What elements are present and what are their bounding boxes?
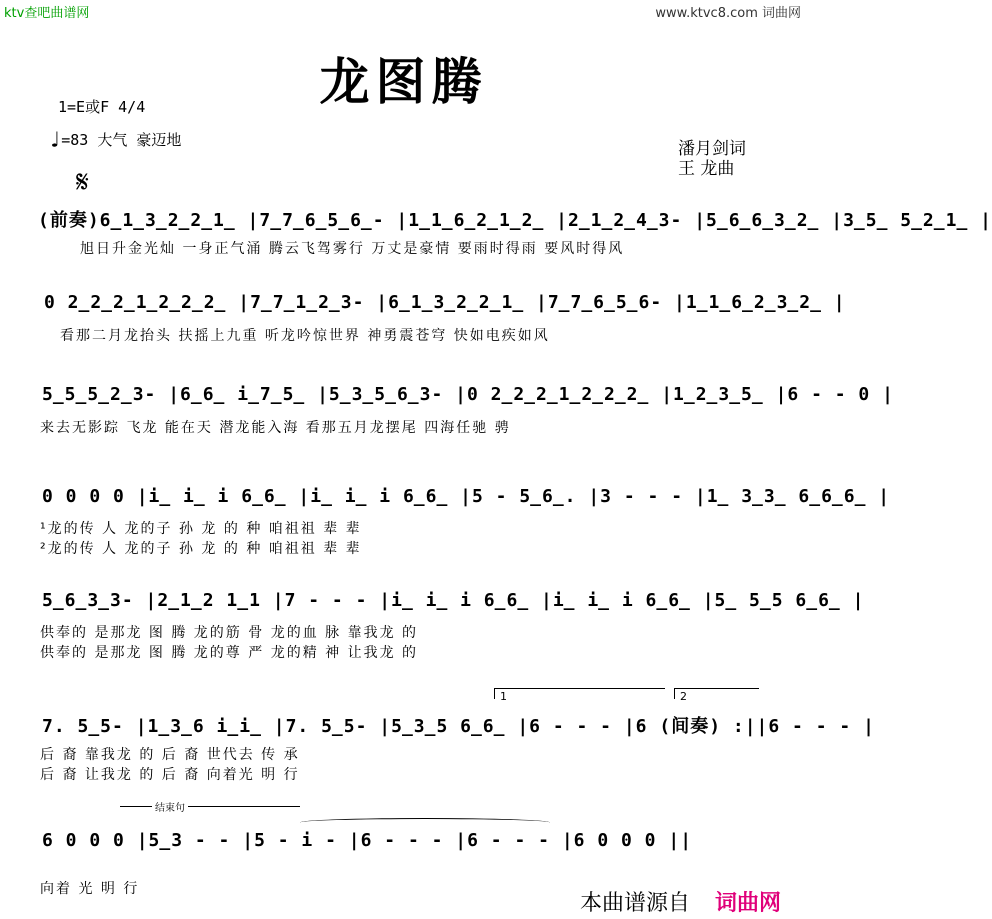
lyric-line-7: 向着 光 明 行: [40, 881, 140, 897]
ending-label: 结束句: [152, 799, 188, 814]
slur-mark: [300, 818, 550, 827]
composer-credit: 王 龙曲: [678, 159, 735, 179]
staff-line-7: 6 0 0 0 |5̲3 - - |5 - i - |6 - - - |6 - - - |6 0 0 0 ||: [42, 830, 693, 851]
tempo-expression: 大气 豪迈地: [97, 131, 182, 149]
key-meter: 1=E或F 4/4: [58, 98, 146, 116]
source-prefix: 本曲谱源自: [580, 891, 691, 916]
ending-bracket: [120, 806, 300, 807]
lyric-line-4b: ²龙的传 人 龙的子 孙 龙 的 种 咱祖祖 辈 辈: [40, 541, 362, 557]
lyric-line-3: 来去无影踪 飞龙 能在天 潜龙能入海 看那五月龙摆尾 四海任驰 骋: [40, 420, 511, 436]
lyric-line-6b: 后 裔 让我龙 的 后 裔 向着光 明 行: [40, 767, 300, 783]
staff-line-1: (前奏)6̲1̲3̲2̲2̲1̲ |7̲7̲6̲5̲6̲- |1̲1̲6̲2̲1̲2̲ |2̲1̲2̲4̲3- |5̲6̲6̲3̲2̲ |3̲5̲ 5̲2̲1̲ |: [38, 210, 992, 231]
volta-number-1: 1: [500, 690, 507, 703]
tempo-value: =83: [61, 131, 89, 149]
source-site-link[interactable]: 词曲网: [715, 891, 782, 916]
staff-line-5: 5̲6̲3̲3- |2̲1̲2 1̲1 |7 - - - |i̲ i̲ i 6̲6̲ |i̲ i̲ i 6̲6̲ |5̲ 5̲5 6̲6̲ |: [42, 590, 865, 611]
watermark-left: ktv查吧曲谱网: [4, 6, 90, 21]
lyric-line-1: 旭日升金光灿 一身正气涌 腾云飞驾雾行 万丈是豪情 要雨时得雨 要风时得风: [80, 241, 625, 257]
staff-line-4: 0 0 0 0 |i̲ i̲ i 6̲6̲ |i̲ i̲ i 6̲6̲ |5 - 5̲6̲. |3 - - - |1̲ 3̲3̲ 6̲6̲6̲ |: [42, 486, 891, 507]
staff-line-3: 5̲5̲5̲2̲3- |6̲6̲ i̲7̲5̲ |5̲3̲5̲6̲3- |0 2̲2̲2̲1̲2̲2̲2̲ |1̲2̲3̲5̲ |6 - - 0 |: [42, 384, 894, 405]
lyric-line-2: 看那二月龙抬头 扶摇上九重 听龙吟惊世界 神勇震苍穹 快如电疾如风: [60, 328, 550, 344]
volta-number-2: 2: [680, 690, 687, 703]
staff-line-6: 7. 5̲5- |1̲3̲6 i̲i̲ |7. 5̲5- |5̲3̲5 6̲6̲ |6 - - - |6 (间奏) :||6 - - - |: [42, 716, 875, 737]
lyric-line-5b: 供奉的 是那龙 图 腾 龙的尊 严 龙的精 神 让我龙 的: [40, 645, 419, 661]
staff-line-2: 0 2̲2̲2̲1̲2̲2̲2̲ |7̲7̲1̲2̲3- |6̲1̲3̲2̲2̲1̲ |7̲7̲6̲5̲6- |1̲1̲6̲2̲3̲2̲ |: [44, 292, 846, 313]
song-title: 龙图腾: [319, 52, 488, 111]
lyric-line-4a: ¹龙的传 人 龙的子 孙 龙 的 种 咱祖祖 辈 辈: [40, 521, 362, 537]
lyric-line-6a: 后 裔 靠我龙 的 后 裔 世代去 传 承: [40, 747, 300, 763]
watermark-right: www.ktvc8.com 词曲网: [655, 6, 801, 21]
tempo-marking: [48, 128, 181, 153]
lyricist-credit: 潘月剑词: [678, 139, 746, 159]
volta-bracket-1: [494, 688, 665, 699]
quarter-note-icon: ♩: [48, 128, 62, 153]
lyric-line-5a: 供奉的 是那龙 图 腾 龙的筋 骨 龙的血 脉 靠我龙 的: [40, 625, 419, 641]
segno-icon: 𝄋: [76, 165, 89, 200]
